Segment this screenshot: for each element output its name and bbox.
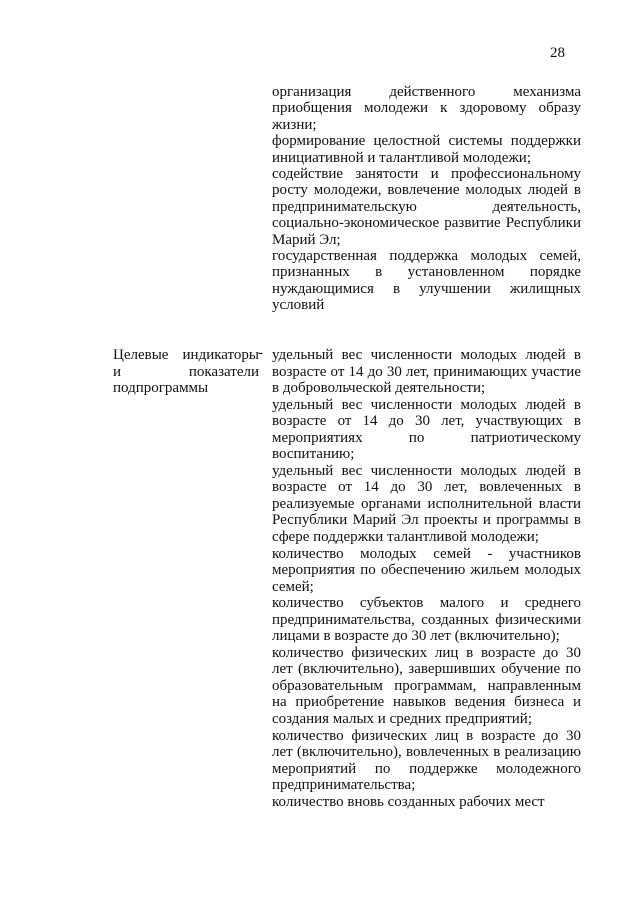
goals-list: [272, 84, 581, 314]
indicator-item: количество молодых семей - участников мероприятия по обеспечению жильем молодых семей;: [272, 545, 581, 595]
indicator-item: количество субъектов малого и среднего предпринимательства, созданных физическими лицами в возрасте до 30 лет (включительно);: [272, 595, 581, 645]
goal-item: государственная поддержка молодых семей, признанных в установленном порядке нуждающимися в улучшении жилищных условий: [272, 248, 581, 314]
indicators-label-cell: [113, 347, 259, 397]
goal-item: содействие занятости и профессиональному росту молодежи, вовлечение молодых людей в предпринимательскую деятельность, социально-экономическое развитие Республики Марий Эл;: [272, 166, 581, 248]
label-dash: -: [258, 345, 263, 361]
goal-item: организация действенного механизма приобщения молодежи к здоровому образу жизни;: [272, 84, 581, 133]
page-number: 28: [550, 45, 565, 61]
indicator-item: количество физических лиц в возрасте до 30 лет (включительно), вовлеченных в реализацию мероприятий по поддержке молодежного предпринимательства;: [272, 727, 581, 794]
indicators-label: Целевые индикаторы и показатели подпрограммы: [113, 347, 259, 397]
indicator-item: удельный вес численности молодых людей в возрасте от 14 до 30 лет, участвующих в мероприятиях по патриотическому воспитанию;: [272, 396, 581, 463]
indicator-item: удельный вес численности молодых людей в возрасте от 14 до 30 лет, вовлеченных в реализуемые органами исполнительной власти Республики Марий Эл проекты и программы в сфере поддержки талантливой молодежи;: [272, 462, 581, 546]
goal-item: формирование целостной системы поддержки инициативной и талантливой молодежи;: [272, 133, 581, 166]
indicator-item: количество вновь созданных рабочих мест: [272, 793, 545, 810]
indicator-item: удельный вес численности молодых людей в возрасте от 14 до 30 лет, принимающих участие в добровольческой деятельности;: [272, 347, 581, 397]
indicator-item: количество физических лиц в возрасте до 30 лет (включительно), завершивших обучение по образовательным программам, направленным на приобретение навыков ведения бизнеса и создания малых и средних предприятий;: [272, 644, 581, 728]
indicators-list: [272, 347, 581, 810]
